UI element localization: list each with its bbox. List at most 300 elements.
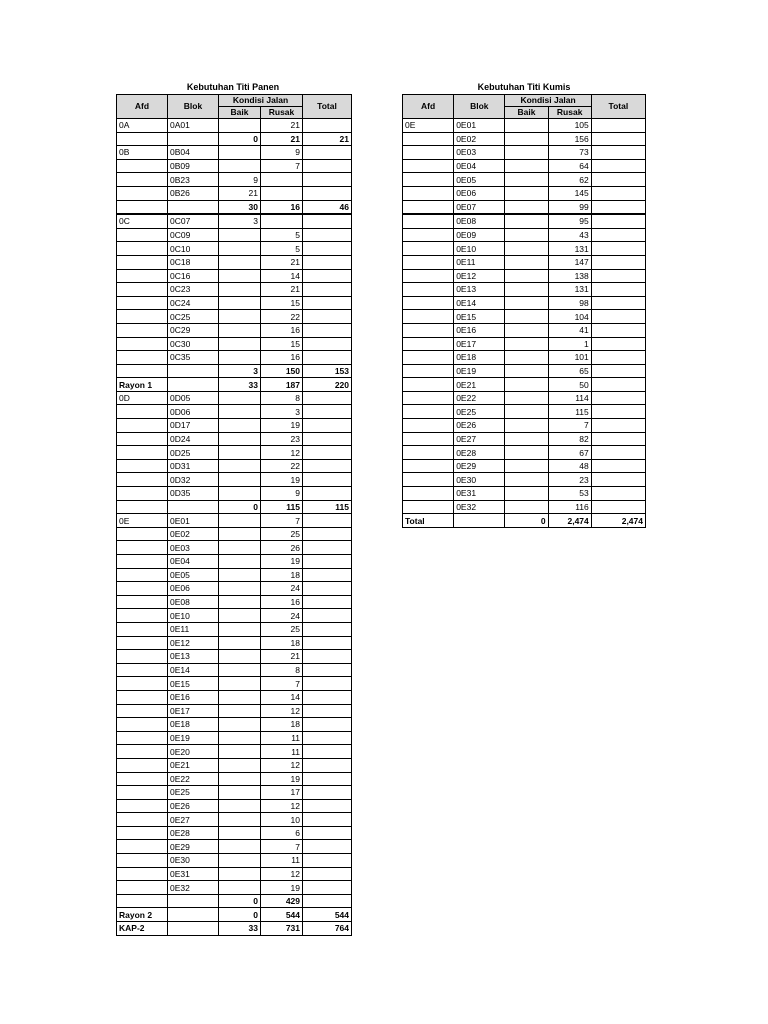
total-cell bbox=[303, 541, 352, 555]
rusak-cell: 147 bbox=[548, 255, 591, 269]
blok-cell: 0E10 bbox=[454, 242, 505, 256]
table-row bbox=[403, 119, 646, 133]
blok-cell: 0E03 bbox=[454, 146, 505, 160]
baik-cell bbox=[505, 419, 548, 433]
total-cell bbox=[591, 214, 645, 228]
rusak-cell: 18 bbox=[261, 568, 303, 582]
afd-cell: 0E bbox=[403, 119, 454, 133]
table-row bbox=[117, 500, 352, 514]
afd-cell bbox=[117, 867, 168, 881]
rusak-cell: 105 bbox=[548, 119, 591, 133]
blok-cell bbox=[168, 364, 219, 378]
afd-cell: 0A bbox=[117, 119, 168, 133]
baik-cell bbox=[219, 813, 261, 827]
blok-cell: 0B26 bbox=[168, 186, 219, 200]
blok-cell: 0E01 bbox=[454, 119, 505, 133]
baik-cell bbox=[505, 323, 548, 337]
afd-cell bbox=[403, 255, 454, 269]
table-row bbox=[117, 337, 352, 351]
blok-cell: 0C30 bbox=[168, 337, 219, 351]
rusak-cell: 15 bbox=[261, 296, 303, 310]
rusak-cell: 731 bbox=[261, 922, 303, 936]
total-cell bbox=[303, 323, 352, 337]
rusak-cell: 43 bbox=[548, 228, 591, 242]
table-row bbox=[117, 391, 352, 405]
baik-cell bbox=[219, 622, 261, 636]
table-row bbox=[117, 718, 352, 732]
total-cell bbox=[591, 459, 645, 473]
baik-cell bbox=[505, 296, 548, 310]
table-row bbox=[117, 432, 352, 446]
total-cell bbox=[303, 854, 352, 868]
blok-cell: 0E15 bbox=[454, 310, 505, 324]
table-row bbox=[403, 459, 646, 473]
blok-cell: 0C35 bbox=[168, 351, 219, 365]
rusak-cell: 12 bbox=[261, 758, 303, 772]
rusak-cell: 114 bbox=[548, 391, 591, 405]
total-cell: 2,474 bbox=[591, 514, 645, 528]
baik-cell bbox=[219, 432, 261, 446]
total-cell bbox=[591, 337, 645, 351]
rusak-cell: 12 bbox=[261, 867, 303, 881]
blok-cell: 0E10 bbox=[168, 609, 219, 623]
blok-cell: 0E28 bbox=[168, 826, 219, 840]
total-cell bbox=[591, 119, 645, 133]
blok-cell: 0E22 bbox=[454, 391, 505, 405]
total-cell bbox=[591, 159, 645, 173]
table-row bbox=[117, 269, 352, 283]
afd-cell bbox=[117, 487, 168, 501]
total-cell bbox=[591, 310, 645, 324]
baik-cell bbox=[505, 214, 548, 228]
baik-cell bbox=[505, 405, 548, 419]
baik-cell bbox=[219, 541, 261, 555]
afd-cell bbox=[403, 337, 454, 351]
afd-cell bbox=[117, 799, 168, 813]
blok-cell: 0E25 bbox=[454, 405, 505, 419]
baik-cell bbox=[219, 881, 261, 895]
table-row bbox=[117, 622, 352, 636]
baik-cell bbox=[505, 310, 548, 324]
table-row bbox=[403, 186, 646, 200]
rusak-cell: 145 bbox=[548, 186, 591, 200]
afd-cell bbox=[117, 622, 168, 636]
baik-cell: 0 bbox=[219, 894, 261, 908]
table-row bbox=[403, 351, 646, 365]
baik-cell bbox=[505, 432, 548, 446]
table-row bbox=[117, 922, 352, 936]
baik-cell bbox=[219, 650, 261, 664]
afd-cell bbox=[117, 582, 168, 596]
total-cell bbox=[591, 173, 645, 187]
blok-cell: 0E18 bbox=[454, 351, 505, 365]
afd-cell bbox=[117, 772, 168, 786]
afd-cell bbox=[403, 132, 454, 146]
blok-cell: 0C24 bbox=[168, 296, 219, 310]
header-kondisi-jalan: Kondisi Jalan bbox=[505, 95, 591, 107]
total-cell bbox=[303, 242, 352, 256]
rusak-cell: 12 bbox=[261, 704, 303, 718]
blok-cell: 0E18 bbox=[168, 718, 219, 732]
table-row bbox=[117, 867, 352, 881]
table-row bbox=[117, 159, 352, 173]
total-cell bbox=[591, 255, 645, 269]
afd-cell bbox=[403, 269, 454, 283]
baik-cell bbox=[219, 758, 261, 772]
rusak-cell bbox=[261, 214, 303, 228]
afd-cell bbox=[403, 214, 454, 228]
baik-cell: 0 bbox=[219, 908, 261, 922]
afd-cell bbox=[403, 500, 454, 514]
rusak-cell: 50 bbox=[548, 378, 591, 392]
header-afd: Afd bbox=[117, 95, 168, 119]
baik-cell bbox=[505, 119, 548, 133]
table-row bbox=[403, 228, 646, 242]
baik-cell bbox=[505, 186, 548, 200]
blok-cell: 0E29 bbox=[454, 459, 505, 473]
table-row bbox=[403, 500, 646, 514]
baik-cell bbox=[505, 351, 548, 365]
baik-cell bbox=[505, 446, 548, 460]
total-cell bbox=[303, 745, 352, 759]
rusak-cell: 115 bbox=[548, 405, 591, 419]
afd-cell bbox=[403, 159, 454, 173]
table-row bbox=[117, 881, 352, 895]
table-row bbox=[117, 772, 352, 786]
table-row bbox=[403, 378, 646, 392]
rusak-cell: 5 bbox=[261, 242, 303, 256]
afd-cell bbox=[403, 296, 454, 310]
blok-cell: 0B09 bbox=[168, 159, 219, 173]
rusak-cell: 14 bbox=[261, 269, 303, 283]
total-cell bbox=[303, 419, 352, 433]
table-row bbox=[117, 527, 352, 541]
table-row bbox=[117, 459, 352, 473]
afd-cell bbox=[117, 636, 168, 650]
rusak-cell: 11 bbox=[261, 745, 303, 759]
blok-cell: 0E12 bbox=[168, 636, 219, 650]
afd-cell bbox=[117, 718, 168, 732]
baik-cell: 9 bbox=[219, 173, 261, 187]
total-cell bbox=[591, 432, 645, 446]
rusak-cell: 16 bbox=[261, 351, 303, 365]
table-row bbox=[117, 894, 352, 908]
afd-cell bbox=[117, 446, 168, 460]
baik-cell: 3 bbox=[219, 364, 261, 378]
blok-cell: 0C23 bbox=[168, 283, 219, 297]
baik-cell bbox=[219, 446, 261, 460]
baik-cell bbox=[219, 704, 261, 718]
total-cell bbox=[591, 186, 645, 200]
table-row bbox=[403, 146, 646, 160]
afd-cell bbox=[117, 310, 168, 324]
rusak-cell: 11 bbox=[261, 731, 303, 745]
total-cell bbox=[303, 391, 352, 405]
total-cell bbox=[303, 772, 352, 786]
total-cell bbox=[591, 228, 645, 242]
table-row bbox=[117, 323, 352, 337]
baik-cell bbox=[219, 799, 261, 813]
blok-cell: 0E14 bbox=[454, 296, 505, 310]
table-row bbox=[117, 799, 352, 813]
table-row bbox=[403, 159, 646, 173]
rusak-cell: 19 bbox=[261, 473, 303, 487]
afd-cell bbox=[117, 650, 168, 664]
afd-cell: Total bbox=[403, 514, 454, 528]
baik-cell bbox=[219, 826, 261, 840]
baik-cell bbox=[505, 159, 548, 173]
afd-cell bbox=[117, 432, 168, 446]
rusak-cell: 101 bbox=[548, 351, 591, 365]
blok-cell: 0E09 bbox=[454, 228, 505, 242]
blok-cell: 0E17 bbox=[168, 704, 219, 718]
blok-cell: 0E11 bbox=[454, 255, 505, 269]
total-cell bbox=[303, 310, 352, 324]
baik-cell bbox=[505, 228, 548, 242]
blok-cell: 0E12 bbox=[454, 269, 505, 283]
afd-cell bbox=[117, 745, 168, 759]
table-row bbox=[117, 146, 352, 160]
rusak-cell: 99 bbox=[548, 200, 591, 214]
blok-cell: 0E30 bbox=[454, 473, 505, 487]
afd-cell bbox=[117, 159, 168, 173]
blok-cell bbox=[168, 908, 219, 922]
blok-cell: 0E02 bbox=[454, 132, 505, 146]
total-cell bbox=[591, 446, 645, 460]
table-row bbox=[117, 555, 352, 569]
rusak-cell: 15 bbox=[261, 337, 303, 351]
baik-cell bbox=[219, 677, 261, 691]
rusak-cell: 150 bbox=[261, 364, 303, 378]
afd-cell: 0B bbox=[117, 146, 168, 160]
rusak-cell: 24 bbox=[261, 582, 303, 596]
blok-cell: 0C10 bbox=[168, 242, 219, 256]
rusak-cell: 23 bbox=[548, 473, 591, 487]
baik-cell bbox=[505, 364, 548, 378]
blok-cell: 0E32 bbox=[168, 881, 219, 895]
header-baik: Baik bbox=[505, 107, 548, 119]
baik-cell bbox=[219, 731, 261, 745]
blok-cell bbox=[454, 514, 505, 528]
baik-cell bbox=[505, 487, 548, 501]
baik-cell bbox=[219, 405, 261, 419]
baik-cell bbox=[219, 146, 261, 160]
blok-cell: 0E19 bbox=[454, 364, 505, 378]
rusak-cell: 22 bbox=[261, 310, 303, 324]
total-cell bbox=[303, 351, 352, 365]
rusak-cell: 156 bbox=[548, 132, 591, 146]
table-row bbox=[403, 514, 646, 528]
blok-cell: 0E01 bbox=[168, 514, 219, 528]
total-cell bbox=[303, 473, 352, 487]
afd-cell bbox=[117, 132, 168, 146]
afd-cell bbox=[117, 473, 168, 487]
total-cell bbox=[303, 663, 352, 677]
blok-cell: 0E22 bbox=[168, 772, 219, 786]
rusak-cell: 21 bbox=[261, 132, 303, 146]
rusak-cell: 131 bbox=[548, 242, 591, 256]
blok-cell: 0E13 bbox=[454, 283, 505, 297]
blok-cell bbox=[168, 894, 219, 908]
table-row bbox=[117, 242, 352, 256]
total-cell bbox=[591, 242, 645, 256]
table-row bbox=[117, 568, 352, 582]
baik-cell bbox=[505, 500, 548, 514]
rusak-cell: 5 bbox=[261, 228, 303, 242]
blok-cell: 0D31 bbox=[168, 459, 219, 473]
baik-cell bbox=[219, 255, 261, 269]
total-cell bbox=[303, 650, 352, 664]
total-cell bbox=[303, 840, 352, 854]
afd-cell bbox=[403, 173, 454, 187]
blok-cell bbox=[168, 922, 219, 936]
baik-cell bbox=[219, 595, 261, 609]
blok-cell: 0D25 bbox=[168, 446, 219, 460]
total-cell bbox=[591, 391, 645, 405]
rusak-cell: 17 bbox=[261, 786, 303, 800]
afd-cell bbox=[403, 391, 454, 405]
total-cell bbox=[303, 677, 352, 691]
blok-cell: 0E21 bbox=[454, 378, 505, 392]
total-cell bbox=[303, 881, 352, 895]
afd-cell bbox=[117, 459, 168, 473]
table-row bbox=[117, 609, 352, 623]
table-row bbox=[117, 173, 352, 187]
afd-cell bbox=[117, 419, 168, 433]
rusak-cell: 187 bbox=[261, 378, 303, 392]
rusak-cell: 115 bbox=[261, 500, 303, 514]
table-row bbox=[117, 514, 352, 528]
afd-cell bbox=[117, 813, 168, 827]
table-row bbox=[117, 582, 352, 596]
table-row bbox=[117, 704, 352, 718]
baik-cell bbox=[219, 487, 261, 501]
blok-cell: 0E26 bbox=[168, 799, 219, 813]
table-row bbox=[117, 473, 352, 487]
afd-cell: 0C bbox=[117, 214, 168, 228]
rusak-cell: 18 bbox=[261, 718, 303, 732]
blok-cell: 0E16 bbox=[168, 690, 219, 704]
rusak-cell: 131 bbox=[548, 283, 591, 297]
blok-cell: 0C29 bbox=[168, 323, 219, 337]
rusak-cell: 21 bbox=[261, 119, 303, 133]
rusak-cell: 41 bbox=[548, 323, 591, 337]
afd-cell bbox=[117, 255, 168, 269]
total-cell bbox=[303, 296, 352, 310]
total-cell bbox=[303, 568, 352, 582]
total-cell bbox=[303, 555, 352, 569]
total-cell bbox=[591, 405, 645, 419]
blok-cell bbox=[168, 132, 219, 146]
total-cell bbox=[303, 813, 352, 827]
header-rusak: Rusak bbox=[261, 107, 303, 119]
baik-cell bbox=[219, 786, 261, 800]
baik-cell bbox=[505, 242, 548, 256]
total-cell bbox=[591, 323, 645, 337]
blok-cell: 0E08 bbox=[168, 595, 219, 609]
baik-cell bbox=[219, 337, 261, 351]
afd-cell: Rayon 1 bbox=[117, 378, 168, 392]
table-row bbox=[117, 419, 352, 433]
blok-cell: 0E04 bbox=[168, 555, 219, 569]
blok-cell bbox=[168, 378, 219, 392]
header-blok: Blok bbox=[454, 95, 505, 119]
afd-cell bbox=[117, 186, 168, 200]
baik-cell: 33 bbox=[219, 922, 261, 936]
baik-cell bbox=[219, 718, 261, 732]
table-row bbox=[117, 351, 352, 365]
total-cell bbox=[303, 622, 352, 636]
baik-cell bbox=[219, 636, 261, 650]
blok-cell: 0E03 bbox=[168, 541, 219, 555]
titi-panen-body bbox=[117, 119, 352, 936]
afd-cell: 0D bbox=[117, 391, 168, 405]
rusak-cell: 8 bbox=[261, 663, 303, 677]
rusak-cell: 82 bbox=[548, 432, 591, 446]
afd-cell bbox=[117, 228, 168, 242]
table-row bbox=[117, 786, 352, 800]
rusak-cell: 18 bbox=[261, 636, 303, 650]
total-cell bbox=[303, 609, 352, 623]
table-row bbox=[403, 391, 646, 405]
rusak-cell: 65 bbox=[548, 364, 591, 378]
header-total: Total bbox=[591, 95, 645, 119]
afd-cell bbox=[117, 731, 168, 745]
blok-cell: 0E25 bbox=[168, 786, 219, 800]
blok-cell bbox=[168, 500, 219, 514]
table-row bbox=[403, 310, 646, 324]
total-cell bbox=[591, 378, 645, 392]
afd-cell bbox=[117, 364, 168, 378]
blok-cell: 0D17 bbox=[168, 419, 219, 433]
afd-cell bbox=[117, 242, 168, 256]
rusak-cell: 62 bbox=[548, 173, 591, 187]
table-row bbox=[403, 432, 646, 446]
baik-cell bbox=[219, 555, 261, 569]
afd-cell bbox=[117, 283, 168, 297]
baik-cell bbox=[505, 391, 548, 405]
blok-cell: 0E32 bbox=[454, 500, 505, 514]
afd-cell bbox=[117, 323, 168, 337]
total-cell bbox=[591, 364, 645, 378]
rusak-cell: 11 bbox=[261, 854, 303, 868]
afd-cell bbox=[403, 432, 454, 446]
rusak-cell: 12 bbox=[261, 446, 303, 460]
rusak-cell: 25 bbox=[261, 527, 303, 541]
total-cell bbox=[303, 799, 352, 813]
blok-cell: 0E29 bbox=[168, 840, 219, 854]
rusak-cell: 19 bbox=[261, 555, 303, 569]
baik-cell bbox=[219, 690, 261, 704]
baik-cell: 30 bbox=[219, 200, 261, 214]
table-row bbox=[403, 405, 646, 419]
table-row bbox=[117, 296, 352, 310]
afd-cell bbox=[403, 487, 454, 501]
rusak-cell: 7 bbox=[548, 419, 591, 433]
baik-cell bbox=[219, 242, 261, 256]
rusak-cell: 26 bbox=[261, 541, 303, 555]
rusak-cell: 25 bbox=[261, 622, 303, 636]
table-row bbox=[403, 283, 646, 297]
total-cell bbox=[303, 459, 352, 473]
blok-cell: 0E04 bbox=[454, 159, 505, 173]
blok-cell: 0E21 bbox=[168, 758, 219, 772]
baik-cell bbox=[219, 283, 261, 297]
blok-cell: 0C18 bbox=[168, 255, 219, 269]
afd-cell bbox=[117, 568, 168, 582]
afd-cell bbox=[117, 894, 168, 908]
blok-cell: 0E08 bbox=[454, 214, 505, 228]
